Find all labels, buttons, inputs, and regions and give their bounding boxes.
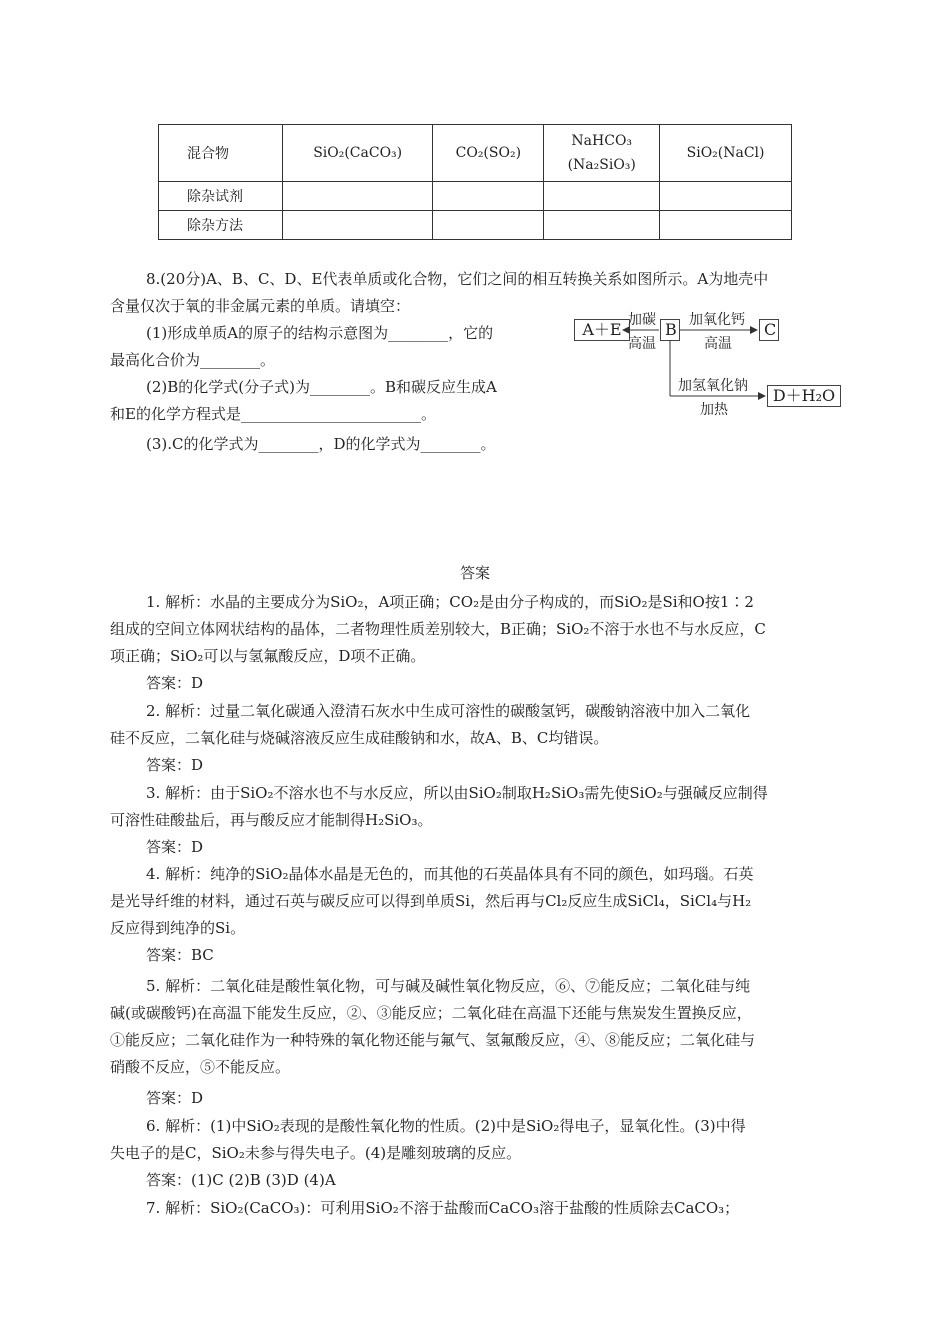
arrow1-top-label: 加碳 <box>628 312 656 328</box>
answer-text: 7. 解析：SiO₂(CaCO₃)：可利用SiO₂不溶于盐酸而CaCO₃溶于盐酸的性质除去CaCO₃； <box>146 1199 740 1217</box>
arrow3-bottom-label: 加热 <box>700 402 728 418</box>
answer-text: ①能反应；二氧化硅作为一种特殊的氧化物还能与氟气、氢氟酸反应，④、⑧能反应；二氧化硅与 <box>110 1031 756 1049</box>
table-cell <box>544 182 660 211</box>
header-sio2-nacl: SiO₂(NaCl) <box>660 125 792 182</box>
table-row <box>159 182 792 211</box>
row-method-label: 除杂方法 <box>159 211 283 240</box>
answer-text: 4. 解析：纯净的SiO₂晶体水晶是无色的，而其他的石英晶体具有不同的颜色，如玛瑙。石英 <box>146 865 754 883</box>
answer-text: 6. 解析：(1)中SiO₂表现的是酸性氧化物的性质。(2)中是SiO₂得电子，显氧化性。(3)中得 <box>146 1117 746 1135</box>
row-reagent-label: 除杂试剂 <box>159 182 283 211</box>
answer-text: 3. 解析：由于SiO₂不溶水也不与水反应，所以由SiO₂制取H₂SiO₃需先使SiO₂与强碱反应制得 <box>146 784 768 802</box>
box-c: C <box>759 319 779 341</box>
diagram-arrows <box>560 300 850 430</box>
q8-line1: 8.(20分)A、B、C、D、E代表单质或化合物，它们之间的相互转换关系如图所示。A为地壳中 <box>146 270 769 288</box>
q8-line7: (3).C的化学式为________，D的化学式为________。 <box>146 435 496 453</box>
arrow2-bottom-label: 高温 <box>704 336 732 352</box>
header-nahco3: NaHCO₃ <box>571 133 633 149</box>
header-mixture: 混合物 <box>159 125 283 182</box>
q8-line2: 含量仅次于氧的非金属元素的单质。请填空： <box>110 297 411 315</box>
header-sio2-caco3: SiO₂(CaCO₃) <box>283 125 433 182</box>
box-a-e: A＋E <box>574 319 630 341</box>
table-cell <box>283 211 433 240</box>
arrow1-bottom-label: 高温 <box>628 336 656 352</box>
answer-text: 失电子的是C，SiO₂未参与得失电子。(4)是雕刻玻璃的反应。 <box>110 1144 522 1162</box>
box-b: B <box>660 319 680 341</box>
answer-text: 组成的空间立体网状结构的晶体，二者物理性质差别较大，B正确；SiO₂不溶于水也不与水反应，C <box>110 620 766 638</box>
answer-text: 2. 解析：过量二氧化碳通入澄清石灰水中生成可溶性的碳酸氢钙，碳酸钠溶液中加入二氧化 <box>146 702 751 720</box>
table-header-row <box>159 125 792 182</box>
answer-key: 答案：D <box>146 1089 204 1107</box>
table-cell <box>283 182 433 211</box>
answer-text: 1. 解析：水晶的主要成分为SiO₂，A项正确；CO₂是由分子构成的，而SiO₂是Si和O按1∶2 <box>146 593 754 611</box>
answer-key: 答案：D <box>146 674 204 692</box>
answer-key: 答案：(1)C (2)B (3)D (4)A <box>146 1171 336 1189</box>
table-cell <box>433 211 544 240</box>
header-na2sio3: (Na₂SiO₃) <box>567 157 636 173</box>
answer-text: 是光导纤维的材料，通过石英与碳反应可以得到单质Si，然后再与Cl₂反应生成SiCl₄，SiCl₄与H₂ <box>110 892 752 910</box>
impurity-table <box>158 124 792 240</box>
answer-key: 答案：BC <box>146 946 214 964</box>
answer-text: 项正确；SiO₂可以与氢氟酸反应，D项不正确。 <box>110 647 426 665</box>
header-co2-so2: CO₂(SO₂) <box>433 125 544 182</box>
header-nahco3-na2sio3 <box>544 125 660 182</box>
q8-line6: 和E的化学方程式是________________________。 <box>110 405 436 423</box>
answers-title: 答案 <box>459 564 490 582</box>
table-cell <box>433 182 544 211</box>
answer-key: 答案：D <box>146 838 204 856</box>
table-row <box>159 211 792 240</box>
arrow3-top-label: 加氢氧化钠 <box>678 378 748 394</box>
q8-line5: (2)B的化学式(分子式)为________。B和碳反应生成A <box>146 378 497 396</box>
answer-text: 5. 解析：二氧化硅是酸性氧化物，可与碱及碱性氧化物反应，⑥、⑦能反应；二氧化硅与纯 <box>146 977 751 995</box>
answer-text: 反应得到纯净的Si。 <box>110 919 246 937</box>
answer-text: 可溶性硅酸盐后，再与酸反应才能制得H₂SiO₃。 <box>110 811 433 829</box>
answer-text: 碱(或碳酸钙)在高温下能发生反应，②、③能反应；二氧化硅在高温下还能与焦炭发生置换反应， <box>110 1004 752 1022</box>
table-cell <box>544 211 660 240</box>
answer-key: 答案：D <box>146 756 204 774</box>
answer-text: 硅不反应，二氧化硅与烧碱溶液反应生成硅酸钠和水，故A、B、C均错误。 <box>110 729 609 747</box>
table-cell <box>660 182 792 211</box>
q8-line3: (1)形成单质A的原子的结构示意图为________，它的 <box>146 324 494 342</box>
answer-text: 硝酸不反应，⑤不能反应。 <box>110 1058 291 1076</box>
box-d-h2o: D＋H₂O <box>767 385 841 407</box>
table-cell <box>660 211 792 240</box>
arrow2-top-label: 加氧化钙 <box>689 312 745 328</box>
q8-line4: 最高化合价为________。 <box>110 351 276 369</box>
